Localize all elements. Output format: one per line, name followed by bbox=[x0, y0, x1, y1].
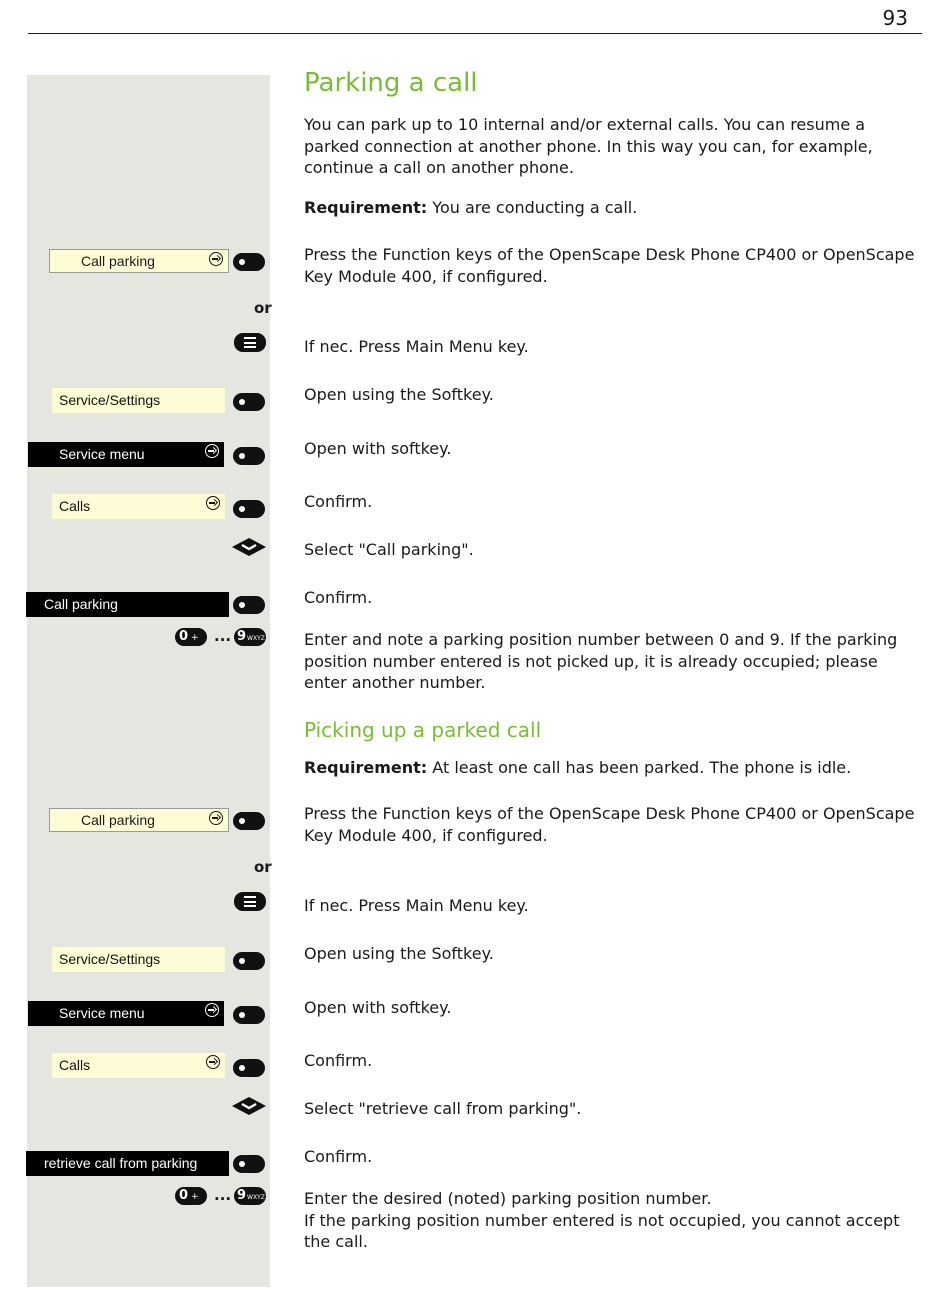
function-key-label: Call parking bbox=[81, 812, 155, 828]
menu-item-calls[interactable] bbox=[52, 1053, 225, 1078]
arrow-right-icon bbox=[205, 1003, 219, 1017]
softkey-icon[interactable] bbox=[233, 500, 265, 518]
selected-item-retrieve-call[interactable]: retrieve call from parking bbox=[26, 1151, 229, 1176]
step-text: Open with softkey. bbox=[304, 439, 452, 458]
menu-item-label: Calls bbox=[59, 498, 91, 514]
key-sub: WXYZ bbox=[247, 1194, 265, 1201]
menu-item-service-menu[interactable] bbox=[28, 442, 224, 467]
key-sub: WXYZ bbox=[247, 635, 265, 642]
step-text: Select "retrieve call from parking". bbox=[304, 1099, 582, 1118]
softkey-icon[interactable] bbox=[233, 1006, 265, 1024]
step-text: If nec. Press Main Menu key. bbox=[304, 337, 529, 356]
arrow-right-icon bbox=[209, 252, 223, 266]
menu-item-label: Service menu bbox=[59, 1005, 145, 1021]
step-text: Open with softkey. bbox=[304, 998, 452, 1017]
ellipsis: ... bbox=[214, 627, 232, 645]
arrow-right-icon bbox=[206, 496, 220, 510]
key-zero-icon[interactable] bbox=[175, 628, 207, 646]
menu-item-service-menu[interactable] bbox=[28, 1001, 224, 1026]
step-text: Confirm. bbox=[304, 588, 373, 607]
menu-item-calls[interactable] bbox=[52, 494, 225, 519]
navigation-up-down-icon[interactable] bbox=[232, 538, 266, 556]
step-text: Press the Function keys of the OpenScape Desk Phone CP400 or OpenScape Key Module 400, if configured. bbox=[304, 245, 915, 286]
step-text bbox=[304, 1188, 924, 1253]
softkey-icon[interactable] bbox=[233, 1059, 265, 1077]
requirement-label: Requirement: bbox=[304, 198, 428, 217]
requirement-text bbox=[304, 197, 924, 219]
key-sub: + bbox=[191, 1192, 199, 1202]
or-label: or bbox=[254, 858, 272, 876]
navigation-up-down-icon[interactable] bbox=[232, 1097, 266, 1115]
key-nine-icon[interactable] bbox=[234, 1187, 266, 1205]
key-digit: 0 bbox=[179, 629, 189, 644]
menu-item-label: Service menu bbox=[59, 446, 145, 462]
requirement-text bbox=[304, 757, 924, 779]
step-text: If nec. Press Main Menu key. bbox=[304, 896, 529, 915]
step-text: Confirm. bbox=[304, 1147, 373, 1166]
menu-item-label: Calls bbox=[59, 1057, 91, 1073]
softkey-icon[interactable] bbox=[233, 812, 265, 830]
step-text: Open using the Softkey. bbox=[304, 944, 494, 963]
selected-item-call-parking[interactable]: Call parking bbox=[26, 592, 229, 617]
key-sub: + bbox=[191, 633, 199, 643]
softkey-icon[interactable] bbox=[233, 253, 265, 271]
key-digit: 9 bbox=[237, 1188, 247, 1203]
step-text-line: If the parking position number entered is not occupied, you cannot accept the call. bbox=[304, 1210, 900, 1251]
step-text: Select "Call parking". bbox=[304, 540, 474, 559]
softkey-icon[interactable] bbox=[233, 1155, 265, 1173]
menu-item-service-settings[interactable]: Service/Settings bbox=[52, 947, 225, 972]
softkey-icon[interactable] bbox=[233, 952, 265, 970]
arrow-right-icon bbox=[206, 1055, 220, 1069]
softkey-icon[interactable] bbox=[233, 393, 265, 411]
arrow-right-icon bbox=[209, 811, 223, 825]
step-text: Enter and note a parking position number between 0 and 9. If the parking position number entered is not picked up, it is already occupied; please enter another number. bbox=[304, 630, 898, 692]
function-key-label: Call parking bbox=[81, 253, 155, 269]
requirement-value: You are conducting a call. bbox=[427, 198, 638, 217]
step-text-line: Enter the desired (noted) parking position number. bbox=[304, 1189, 712, 1208]
menu-item-service-settings[interactable]: Service/Settings bbox=[52, 388, 225, 413]
step-text: Confirm. bbox=[304, 492, 373, 511]
step-text: Confirm. bbox=[304, 1051, 373, 1070]
section-heading-picking-up: Picking up a parked call bbox=[304, 718, 542, 742]
or-label: or bbox=[254, 299, 272, 317]
main-menu-key-icon[interactable] bbox=[234, 333, 266, 352]
softkey-icon[interactable] bbox=[233, 596, 265, 614]
key-zero-icon[interactable] bbox=[175, 1187, 207, 1205]
arrow-right-icon bbox=[205, 444, 219, 458]
key-nine-icon[interactable] bbox=[234, 628, 266, 646]
main-menu-key-icon[interactable] bbox=[234, 892, 266, 911]
header-rule bbox=[28, 33, 922, 34]
key-digit: 9 bbox=[237, 629, 247, 644]
function-key-call-parking[interactable] bbox=[49, 808, 229, 832]
page-number: 93 bbox=[882, 6, 908, 30]
step-text: Open using the Softkey. bbox=[304, 385, 494, 404]
softkey-icon[interactable] bbox=[233, 447, 265, 465]
key-digit: 0 bbox=[179, 1188, 189, 1203]
step-text: Press the Function keys of the OpenScape Desk Phone CP400 or OpenScape Key Module 400, if configured. bbox=[304, 804, 915, 845]
requirement-label: Requirement: bbox=[304, 758, 428, 777]
function-key-call-parking[interactable] bbox=[49, 249, 229, 273]
intro-text: You can park up to 10 internal and/or external calls. You can resume a parked connection at another phone. In this way you can, for example, continue a call on another phone. bbox=[304, 115, 873, 177]
ellipsis: ... bbox=[214, 1186, 232, 1204]
section-heading-parking: Parking a call bbox=[304, 68, 478, 98]
requirement-value: At least one call has been parked. The phone is idle. bbox=[427, 758, 852, 777]
